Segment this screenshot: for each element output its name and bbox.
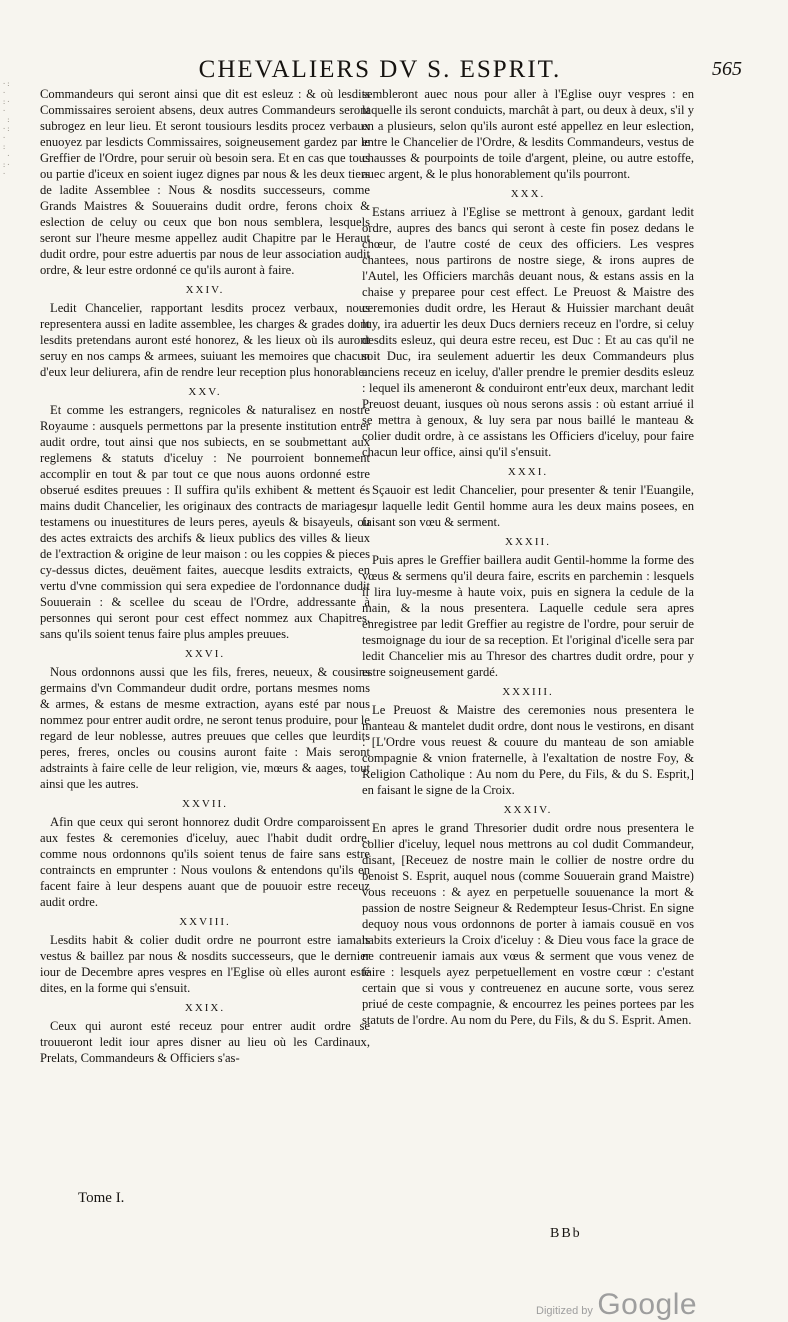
article-paragraph: En apres le grand Thresorier dudit ordre nous presentera le collier d'iceluy, lequel nous mettrons au col dudit Commandeur, disant, [Receuez de nostre main le collier de nostre ordre du benoist S. Esprit, auquel nous (comme Souuerain grand Maistre) vous receuons : & ayez en perpetuelle souuenance la mort & passion de nostre Seigneur & Redempteur Iesus-Christ. En signe dequoy nous vous ordonnons de porter à iamais cousuë en vos habits exterieurs la Croix d'iceluy : & Dieu vous face la grace de ne contreuenir iamais aux vœus & serment que vous venez de faire : lesquels ayez perpetuellement en vostre cœur : c'estant certain que si vous y contreuenez en aucune sorte, vous serez priué de ceste compagnie, & encourrez les peines portees par les statuts de l'ordre. Au nom du Pere, du Fils, & du S. Esprit. Amen. xyxy=(362,821,694,1027)
article-paragraph: Nous ordonnons aussi que les fils, freres, neueux, & cousins germains d'vn Commandeur dudit ordre, portans mesmes noms & armes, & estans de mesme extraction, ayans esté par nous nommez pour entrer audit ordre, ne seront tenus produire, pour le regard de leur noblesse, autres preuues que celles que leurdits peres, freres, oncles ou cousins auront faite : Mais seront adstraints à faire celle de leur religion, vie, mœurs & aages, tout ainsi que les autres. xyxy=(40,665,370,791)
article-number: XXXIII. xyxy=(502,686,554,698)
article-number: XXVII. xyxy=(182,798,228,810)
left-column xyxy=(40,86,370,1066)
article-number: XXIV. xyxy=(185,284,225,296)
page-number: 565 xyxy=(712,58,742,80)
article-number: XXIX. xyxy=(184,1002,226,1014)
article-paragraph: Sçauoir est ledit Chancelier, pour presenter & tenir l'Euangile, sur laquelle ledit Gentil homme aura les deux mains posees, en faisant son vœu & serment. xyxy=(362,483,694,529)
article-number: XXXIV. xyxy=(503,804,553,816)
running-head: CHEVALIERS DV S. ESPRIT. xyxy=(198,56,562,83)
article-paragraph: Ceux qui auront esté receuz pour entrer audit ordre se trouueront ledit iour apres disner au lieu où les Cardinaux, Prelats, Commandeurs & Officiers s'as- xyxy=(40,1019,370,1065)
article-paragraph: Ledit Chancelier, rapportant lesdits procez verbaux, nous representera aussi en ladite assemblee, les charges & grades dont lesdits pretendans auront esté honorez, & les lieux où ils auront seruy en nos camps & armees, suiuant les memoires que chacun d'eux leur deliurera, afin de rendre leur reception plus honorable. xyxy=(40,301,370,379)
article-number: XXXI. xyxy=(507,466,549,478)
signature-mark: BBb xyxy=(550,1226,582,1241)
article-paragraph: Lesdits habit & colier dudit ordre ne pourront estre iamais vestus & baillez par nous & nosdits successeurs, que le dernier iour de Decembre apres vespres en l'Eglise où elles auront esté dites, en la forme qui s'ensuit. xyxy=(40,933,370,995)
article-paragraph: sembleront auec nous pour aller à l'Eglise ouyr vespres : en laquelle ils seront conduicts, marchât à part, ou deux à deux, s'il y en a plusieurs, selon qu'ils auront esté appellez en leur eslection, entre le Chancelier de l'Ordre, & lesdits Commandeurs, vestus de chausses & pourpoints de toile d'argent, pleine, ou autre estoffe, auec argent, & le plus honorablement qu'ils pourront. xyxy=(362,87,694,181)
article-paragraph: Puis apres le Greffier baillera audit Gentil-homme la forme des vœus & sermens qu'il deura faire, escrits en parchemin : lesquels il lira luy-mesme à haute voix, puis en signera la cedule de la main, & la nous presentera. Laquelle cedule sera apres enregistree par ledit Greffier au registre de l'ordre, pour seruir de tesmoignage du iour de sa reception. Et l'original d'icelle sera par ledit Chancelier mis au Thresor des chartres dudit ordre, pour y estre soigneusement gardé. xyxy=(362,553,694,679)
right-column xyxy=(362,86,694,1028)
watermark-prefix: Digitized by xyxy=(536,1305,593,1317)
article-paragraph: Afin que ceux qui seront honnorez dudit Ordre comparoissent aux festes & ceremonies d'iceluy, auec l'habit dudit ordre, comme nous ordonnons qu'ils soient tenus de faire sans estre contraincts en emprunter : Nous voulons & entendons qu'ils en facent faire à leur despens auant que de pouuoir estre receuz audit ordre. xyxy=(40,815,370,909)
article-number: XXV. xyxy=(188,386,222,398)
article-number: XXXII. xyxy=(505,536,551,548)
article-paragraph: Le Preuost & Maistre des ceremonies nous presentera le manteau & mantelet dudit ordre, dont nous le vestirons, en disant : [L'Ordre vous reuest & couure du manteau de son amiable compagnie & vnion fraternelle, à l'exaltation de nostre Foy, & Religion Catholique : Au nom du Pere, du Fils, & du S. Esprit,] en faisant le signe de la Croix. xyxy=(362,703,694,797)
article-number: XXVIII. xyxy=(179,916,231,928)
article-paragraph: Estans arriuez à l'Eglise se mettront à genoux, gardant ledit ordre, aupres des bancs qui seront à ceste fin posez dedans le chœur, de l'autre costé de ceux des officiers. Les vespres chantees, nous partirons de nostre siege, & irons aupres de l'Autel, les Officiers marchâs deuant nous, & estans assis en la chaise y preparee pour cest effect. Le Preuost & Maistre des ceremonies dudit ordre, les Heraut & Huissier marchant deuât luy, ira aduertir les deux Ducs derniers receuz en l'ordre, si celuy desdits esleuz, qui deura estre receu, est Duc : Et au cas qu'il ne soit Duc, ira seulement aduertir les deux Commandeurs plus anciens receuz en iceluy, d'aller prendre le premier desdits esleuz : lequel ils ameneront & conduiront entr'eux deux, marchant ledit Preuost deuant, iusques où nous serons assis : où estant arriué il se mettra à genoux, & luy sera par nous baillé le manteau & colier dudit ordre, à ce assistans les Officiers d'iceluy, pour faire chacun leur office, ainsi qu'il s'ensuit. xyxy=(362,205,694,459)
digitization-watermark xyxy=(536,1288,697,1322)
article-paragraph: Commandeurs qui seront ainsi que dit est esleuz : & où lesdits Commissaires seroient absens, deux autres Commandeurs seront subrogez en leur lieu. Et seront tousiours lesdits procez verbaux enuoyez par lesdicts Commissaires, soigneusement gardez par le Greffier de l'Ordre, pour seruir où besoin sera. Et en cas que tous ou partie d'iceux en soient iugez dignes par nous & les deux tiers de ladite Assemblee : Nous & nosdits successeurs, comme Grands Maistres & Souuerains dudit ordre, ferons choix & eslection de celuy ou ceux que bon nous semblera, lesquels seront sur l'heure mesme appellez audit Chapitre par le Heraut dudit ordre, pour estre aduertis par nous de leur association audit ordre, & leur estre ordonné ce qu'ils auront à faire. xyxy=(40,87,370,277)
google-logo: Google xyxy=(597,1288,698,1321)
bleed-through-marks: ·: · :· · : ·: · : · :· · xyxy=(2,80,11,178)
volume-label: Tome I. xyxy=(78,1190,125,1206)
article-number: XXX. xyxy=(510,188,546,200)
article-number: XXVI. xyxy=(184,648,226,660)
article-paragraph: Et comme les estrangers, regnicoles & naturalisez en nostre Royaume : ausquels permettons par la presente institution entrer audit ordre, tout ainsi que nos subiects, en se soubmettant aux reglemens & statuts d'iceluy : Ne pourroient bonnement accomplir en tout & par tout ce que nous auons ordonné estre obserué esdites preuues : Il suffira qu'ils exhibent & mettent és mains dudit Chancelier, les originaux des contracts de mariages, testamens ou inuestitures de leurs peres, ayeuls & bisayeuls, ou des actes extraicts des archifs & lieux publics des villes & lieux de l'extraction & origine de leur maison : ou les coppies & pieces cy-dessus dictes, deuëment faites, auecque lesdits extraicts, en vertu d'vne commission qui sera expediee de l'ordonnance dudit Souuerain : & scellee du sceau de l'Ordre, addressante à personnes qui seront pour cest effect nommez aux Chapitres, sans qu'ils soient tenus faire plus amples preuues. xyxy=(40,403,370,641)
